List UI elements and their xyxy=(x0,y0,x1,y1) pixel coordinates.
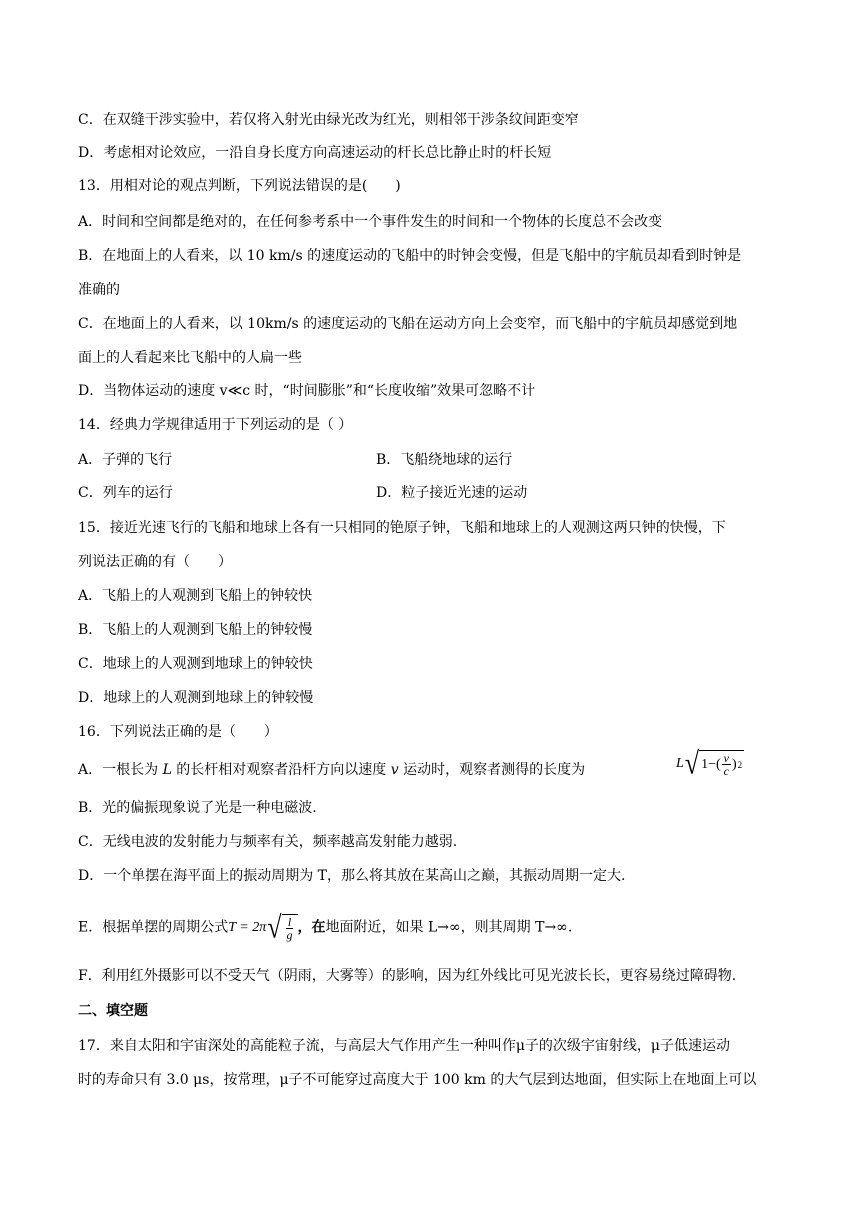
pendulum-den: g xyxy=(286,928,293,942)
q16-option-f: F．利用红外摄影可以不受天气（阴雨，大雾等）的影响，因为红外线比可见光波长长，更容易绕过障碍物. xyxy=(78,968,737,984)
q16-a-mid: 的长杆相对观察者沿杆方向以速度 xyxy=(171,762,391,778)
sqrt-icon: √ xyxy=(684,745,700,781)
q17-line-2: 时的寿命只有 3.0 μs，按常理，μ子不可能穿过高度大于 100 km 的大气层到达地面，但实际上在地面上可以 xyxy=(78,1072,757,1088)
q12-option-d: D．考虑相对论效应，一沿自身长度方向高速运动的杆长总比静止时的杆长短 xyxy=(78,145,552,161)
fraction-num: v xyxy=(723,751,729,765)
q13-option-c-cont: 面上的人看起来比飞船中的人扁一些 xyxy=(78,350,302,366)
formula-l: L xyxy=(676,755,684,771)
q16-e-pre: E．根据单摆的周期公式 xyxy=(78,919,229,936)
q16-option-d: D．一个单摆在海平面上的振动周期为 T，那么将其放在某高山之巅，其振动周期一定大. xyxy=(78,868,626,884)
q16-e-post: 地面附近，如果 L→∞，则其周期 T→∞. xyxy=(325,919,573,936)
radicand xyxy=(699,750,744,777)
fraction-den: c xyxy=(723,764,729,778)
q15-option-b: B．飞船上的人观测到飞船上的钟较慢 xyxy=(78,622,313,638)
q16-a-pre: A．一根长为 xyxy=(78,762,163,778)
q16-a-post: 运动时，观察者测得的长度为 xyxy=(398,762,586,778)
pendulum-lhs: T = 2π xyxy=(228,919,267,935)
q16-a-var-l: L xyxy=(162,762,172,778)
length-contraction-formula xyxy=(676,745,744,781)
q16-option-b: B．光的偏振现象说了光是一种电磁波. xyxy=(78,800,317,816)
q16-e-bold: ，在 xyxy=(297,919,326,936)
formula-exp: 2 xyxy=(737,759,743,770)
q16-stem: 16．下列说法正确的是（ ） xyxy=(78,724,278,740)
q16-a-var-v: v xyxy=(390,762,399,778)
q14-stem: 14．经典力学规律适用于下列运动的是（ ） xyxy=(78,417,353,433)
sqrt xyxy=(684,745,744,781)
fraction-v-c xyxy=(722,752,731,777)
formula-close: ) xyxy=(731,756,737,772)
q13-option-c: C．在地面上的人看来，以 10km/s 的速度运动的飞船在运动方向上会变窄，而飞船中的宇航员却感觉到地 xyxy=(78,316,738,332)
q12-option-c: C．在双缝干涉实验中，若仅将入射光由绿光改为红光，则相邻干涉条纹间距变窄 xyxy=(78,112,579,128)
q13-option-a: A．时间和空间都是绝对的，在任何参考系中一个事件发生的时间和一个物体的长度总不会改变 xyxy=(78,214,663,230)
q17-line-1: 17．来自太阳和宇宙深处的高能粒子流，与高层大气作用产生一种叫作μ子的次级宇宙射线，μ子低速运动 xyxy=(78,1038,731,1054)
pendulum-sqrt xyxy=(267,909,297,945)
q14-option-a: A．子弹的飞行 xyxy=(78,452,173,468)
section-heading: 二、填空题 xyxy=(78,1003,148,1019)
q16-option-e xyxy=(78,909,573,945)
q13-option-b-cont: 准确的 xyxy=(78,282,120,298)
sqrt-icon: √ xyxy=(267,909,282,945)
pendulum-num: l xyxy=(287,915,292,929)
q16-option-a xyxy=(78,760,585,780)
q13-option-b: B．在地面上的人看来，以 10 km/s 的速度运动的飞船中的时钟会变慢，但是飞船中的宇航员却看到时钟是 xyxy=(78,248,742,264)
q14-option-b: B．飞船绕地球的运行 xyxy=(376,452,513,468)
q16-option-c: C．无线电波的发射能力与频率有关，频率越高发射能力越弱. xyxy=(78,834,458,850)
q14-option-d: D．粒子接近光速的运动 xyxy=(376,485,528,501)
q15-option-d: D．地球上的人观测到地球上的钟较慢 xyxy=(78,690,314,706)
q13-option-d: D．当物体运动的速度 v≪c 时，“时间膨胀”和“长度收缩”效果可忽略不计 xyxy=(78,383,536,399)
q15-stem: 15．接近光速飞行的飞船和地球上各有一只相同的铯原子钟，飞船和地球上的人观测这两只钟的快慢，下 xyxy=(78,520,726,536)
pendulum-radicand xyxy=(282,914,298,941)
q14-option-c: C．列车的运行 xyxy=(78,485,173,501)
q15-option-c: C．地球上的人观测到地球上的钟较快 xyxy=(78,656,313,672)
q15-option-a: A．飞船上的人观测到飞船上的钟较快 xyxy=(78,588,313,604)
formula-one: 1−( xyxy=(701,756,721,772)
q15-stem-cont: 列说法正确的有（ ） xyxy=(78,554,232,570)
pendulum-formula xyxy=(228,909,297,945)
fraction-l-g xyxy=(285,916,295,941)
q13-stem: 13．用相对论的观点判断，下列说法错误的是( ) xyxy=(78,178,401,194)
